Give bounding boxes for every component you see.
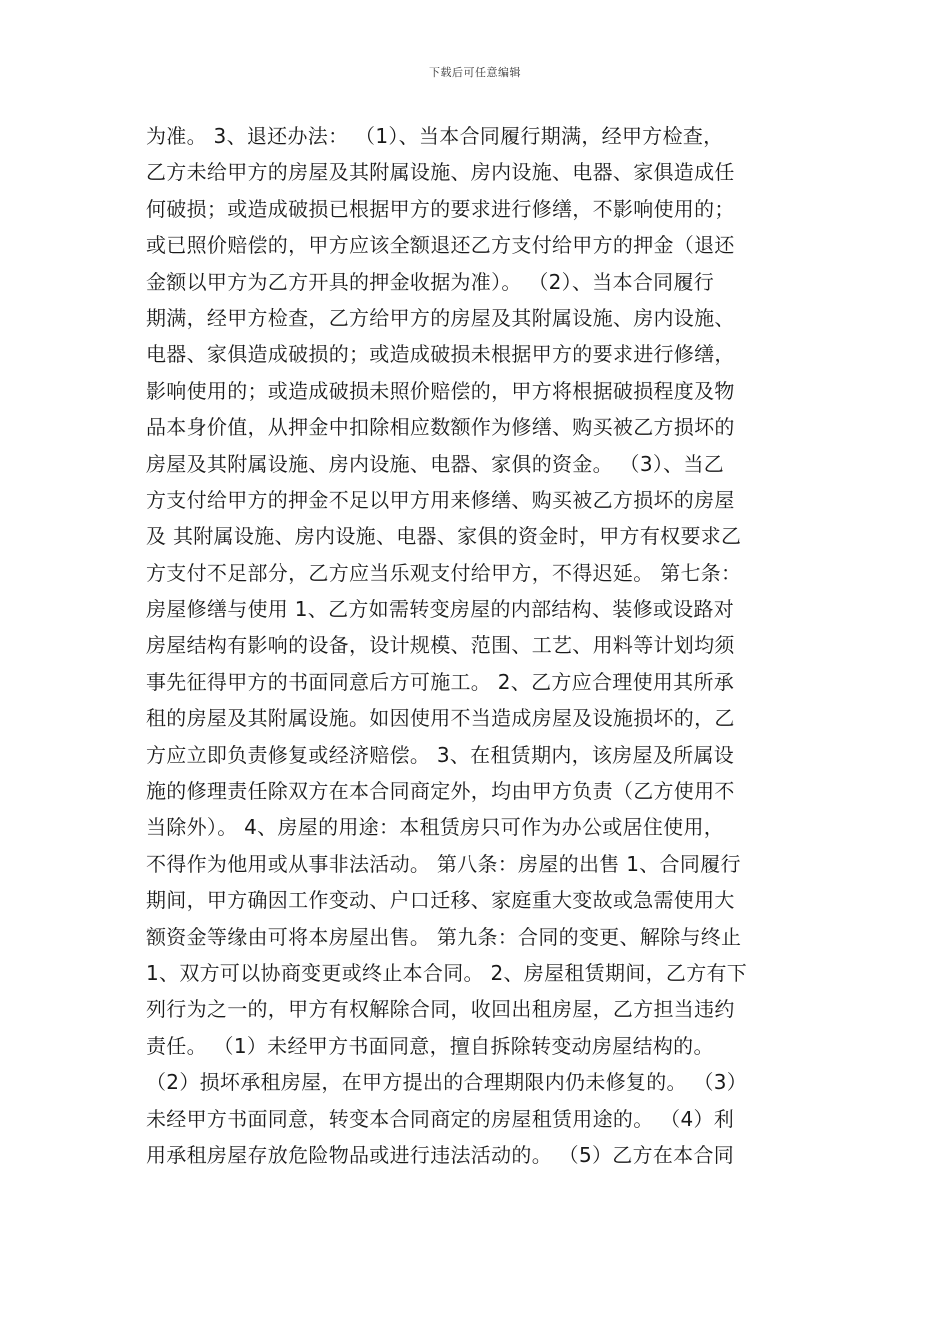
text-line: 当除外）。 4、房屋的用途：本租赁房只可作为办公或居住使用， [146, 815, 725, 840]
text-line: 房屋修缮与使用 1、乙方如需转变房屋的内部结构、装修或设路对 [146, 597, 735, 622]
text-line: 何破损；或造成破损已根据甲方的要求进行修缮，不影响使用的； [146, 196, 735, 221]
text-line: 方支付给甲方的押金不足以甲方用来修缮、购买被乙方损坏的房屋 [146, 487, 735, 512]
text-line: 影响使用的；或造成破损未照价赔偿的，甲方将根据破损程度及物 [146, 378, 735, 403]
text-line: 租的房屋及其附属设施。如因使用不当造成房屋及设施损坏的，乙 [146, 706, 735, 731]
text-line: 施的修理责任除双方在本合同商定外，均由甲方负责（乙方使用不 [146, 779, 735, 804]
text-line: 1、双方可以协商变更或终止本合同。 2、房屋租赁期间，乙方有下 [146, 960, 748, 985]
text-line: 方支付不足部分，乙方应当乐观支付给甲方，不得迟延。 第七条： [146, 560, 742, 585]
text-line: 为准。 3、退还办法： （1）、当本合同履行期满，经甲方检查， [146, 124, 724, 148]
text-line: 不得作为他用或从事非法活动。 第八条：房屋的出售 1、合同履行 [146, 851, 741, 876]
text-line: 列行为之一的，甲方有权解除合同，收回出租房屋，乙方担当违约 [146, 997, 735, 1022]
text-line: （2）损坏承租房屋，在甲方提出的合理期限内仍未修复的。 （3） [146, 1070, 748, 1095]
text-line: 事先征得甲方的书面同意后方可施工。 2、乙方应合理使用其所承 [146, 669, 735, 694]
text-line: 或已照价赔偿的，甲方应该全额退还乙方支付给甲方的押金（退还 [146, 233, 735, 258]
text-line: 额资金等缘由可将本房屋出售。 第九条：合同的变更、解除与终止 [146, 924, 742, 949]
text-line: 及 其附属设施、房内设施、电器、家俱的资金时，甲方有权要求乙 [146, 524, 742, 549]
text-line: 房屋结构有影响的设备，设计规模、范围、工艺、用料等计划均须 [146, 633, 735, 658]
text-line: 品本身价值，从押金中扣除相应数额作为修缮、购买被乙方损坏的 [146, 415, 735, 440]
text-line: 房屋及其附属设施、房内设施、电器、家俱的资金。 （3）、当乙 [146, 451, 725, 476]
text-line: 期间，甲方确因工作变动、户口迁移、家庭重大变故或急需使用大 [146, 888, 735, 913]
page-header-note: 下载后可任意编辑 [429, 66, 521, 79]
text-line: 方应立即负责修复或经济赔偿。 3、在租赁期内，该房屋及所属设 [146, 742, 735, 767]
contract-body-text [146, 118, 811, 1173]
text-line: 电器、家俱造成破损的；或造成破损未根据甲方的要求进行修缮， [146, 342, 735, 367]
text-line: 用承租房屋存放危险物品或进行违法活动的。 （5）乙方在本合同 [146, 1142, 735, 1167]
text-line: 未经甲方书面同意，转变本合同商定的房屋租赁用途的。 （4）利 [146, 1106, 735, 1131]
text-line: 乙方未给甲方的房屋及其附属设施、房内设施、电器、家俱造成任 [146, 160, 735, 185]
text-line: 责任。 （1）未经甲方书面同意，擅自拆除转变动房屋结构的。 [146, 1033, 714, 1058]
text-line: 金额以甲方为乙方开具的押金收据为准）。 （2）、当本合同履行 [146, 269, 715, 294]
text-line: 期满，经甲方检查，乙方给甲方的房屋及其附属设施、房内设施、 [146, 305, 735, 330]
